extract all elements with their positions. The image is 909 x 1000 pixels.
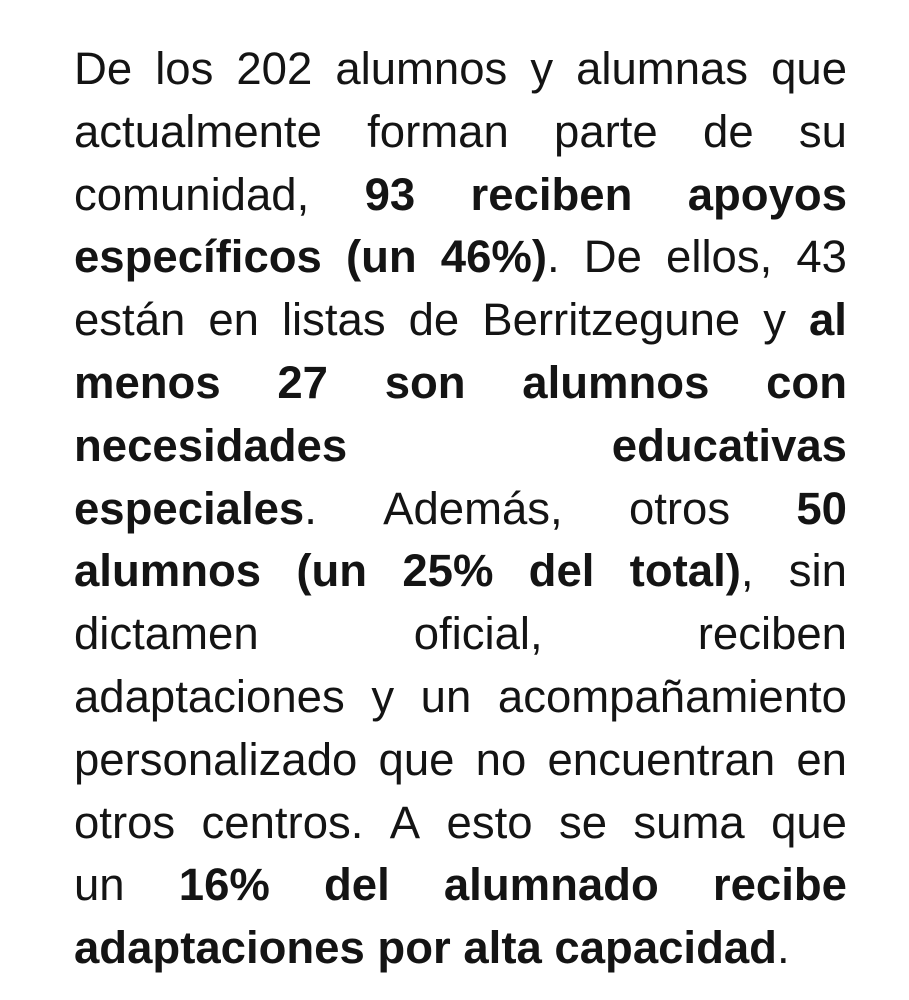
text-word: acompañamiento <box>497 670 847 722</box>
text-word: no <box>475 733 527 785</box>
text-word: al <box>808 294 847 346</box>
text-word: De <box>74 43 133 94</box>
text-word: apoyos <box>687 168 847 220</box>
text-word: 43 <box>796 231 847 283</box>
text-line <box>74 289 847 352</box>
text-line <box>74 38 847 101</box>
text-word: alumnos <box>335 43 508 94</box>
text-word: 16% <box>178 859 270 911</box>
text-word: de <box>408 294 460 346</box>
text-line <box>74 101 847 164</box>
text-word: centros. <box>201 796 364 848</box>
text-word: menos <box>74 356 221 408</box>
text-word: De <box>583 231 642 283</box>
text-word: Berritzegune <box>482 294 741 346</box>
text-word: adaptaciones <box>74 670 345 722</box>
text-word: que <box>771 43 847 94</box>
text-word: sin <box>788 545 847 597</box>
text-word: A <box>389 796 421 848</box>
text-word: alumnos <box>522 356 710 408</box>
text-word: 46%). <box>440 231 560 283</box>
text-word: dictamen <box>74 608 259 660</box>
text-line <box>74 792 847 855</box>
text-word: suma <box>633 796 745 848</box>
text-word: y <box>763 294 786 346</box>
text-word: que <box>771 796 847 848</box>
text-word: son <box>384 356 466 408</box>
text-word: personalizado <box>74 733 358 785</box>
text-word: necesidades <box>74 419 348 471</box>
text-word: alumnas <box>576 43 749 94</box>
text-word: que <box>378 733 455 785</box>
text-line <box>74 917 847 980</box>
text-word: del <box>528 545 595 597</box>
text-line <box>74 352 847 415</box>
text-word: reciben <box>470 168 633 220</box>
text-word: (un <box>296 545 368 597</box>
text-word: comunidad, <box>74 168 310 220</box>
text-word: en <box>208 294 259 346</box>
text-word: oficial, <box>413 608 543 660</box>
text-word: los <box>155 43 214 94</box>
text-word: 25% <box>402 545 494 597</box>
text-word: (un <box>345 231 417 283</box>
text-word: con <box>766 356 847 408</box>
text-word: educativas <box>611 419 847 471</box>
text-word: un <box>420 670 472 722</box>
text-word: un <box>74 859 125 911</box>
article-paragraph <box>74 38 847 980</box>
text-word: esto <box>446 796 533 848</box>
text-word: total), <box>629 545 754 597</box>
text-word: otros <box>628 482 731 534</box>
text-word: recibe <box>712 859 847 911</box>
text-word: y <box>371 670 395 722</box>
text-word: 50 <box>796 482 847 534</box>
text-word: parte <box>554 105 658 157</box>
text-word: específicos <box>74 231 322 283</box>
text-word: otros <box>74 796 176 848</box>
text-word: 202 <box>236 43 313 94</box>
text-word: ellos, <box>666 231 773 283</box>
text-line <box>74 478 847 541</box>
text-line <box>74 415 847 478</box>
text-line <box>74 854 847 917</box>
text-word: 93 <box>364 168 416 220</box>
text-line <box>74 540 847 603</box>
text-word: actualmente <box>74 105 322 157</box>
text-word: y <box>530 43 554 94</box>
text-word: se <box>558 796 608 848</box>
text-line <box>74 164 847 227</box>
text-word: su <box>798 105 847 157</box>
text-word: en <box>796 733 847 785</box>
text-word: especiales. <box>74 482 317 534</box>
text-word: están <box>74 294 186 346</box>
text-line <box>74 729 847 792</box>
text-word: 27 <box>277 356 328 408</box>
text-word: de <box>703 105 754 157</box>
text-word: listas <box>281 294 386 346</box>
text-word: encuentran <box>547 733 776 785</box>
text-line <box>74 603 847 666</box>
text-word: Además, <box>383 482 563 534</box>
text-word: alumnos <box>74 545 262 597</box>
text-word: reciben <box>697 608 847 660</box>
text-word: adaptaciones por alta capacidad. <box>74 922 790 974</box>
text-word: forman <box>367 105 509 157</box>
text-word: del <box>323 859 390 911</box>
text-line <box>74 226 847 289</box>
text-line <box>74 666 847 729</box>
text-word: alumnado <box>443 859 659 911</box>
